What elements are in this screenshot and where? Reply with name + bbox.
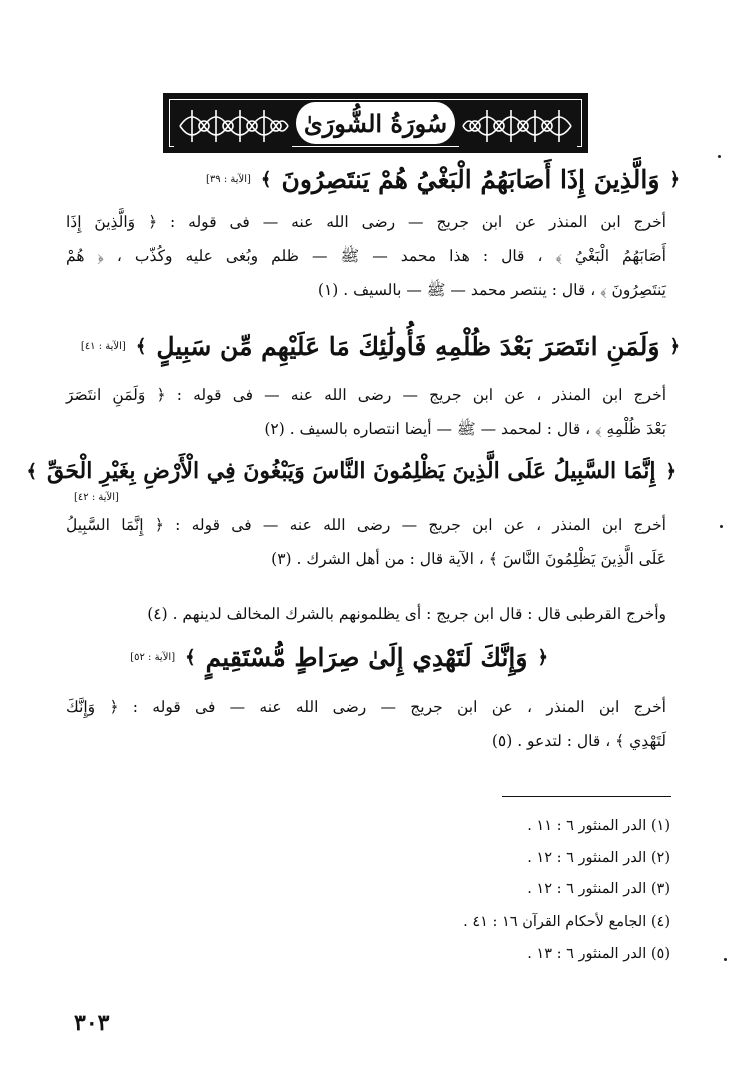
verse-open-bracket: ﴿ [669, 336, 680, 357]
verse-text: وَالَّذِينَ إِذَا أَصَابَهُمُ الْبَغْيُ هُمْ يَنتَصِرُونَ [281, 165, 660, 194]
header-ornament-icon [174, 104, 292, 148]
surah-title: سُورَةُ الشُّورَىٰ [303, 108, 448, 138]
paragraph-line: أخرج ابن المنذر ، عن ابن جريج — رضى الله عنه — فى قوله : ﴿ وَلَمَنِ انتَصَرَ [66, 386, 666, 404]
verse-text: وَإِنَّكَ لَتَهْدِي إِلَىٰ صِرَاطٍ مُّسْتَقِيمٍ [205, 643, 528, 672]
verse-close-bracket: ﴾ [26, 460, 37, 482]
footnote: (٢) الدر المنثور ٦ : ١٢ . [527, 850, 670, 866]
verse-open-bracket: ﴿ [669, 169, 680, 190]
footnote: (٣) الدر المنثور ٦ : ١٢ . [527, 881, 670, 897]
scan-speck [720, 525, 723, 528]
commentary-paragraph [66, 205, 666, 307]
paragraph-line: بَعْدَ ظُلْمِهِ ﴾ ، قال : لمحمد — ﷺ — أيضا انتصاره بالسيف . (٢) [264, 420, 666, 438]
verse-reference: [الآية : ٤٢] [74, 492, 119, 503]
scan-speck [724, 958, 727, 961]
commentary-paragraph [66, 597, 666, 631]
verse-open-bracket: ﴿ [665, 460, 676, 482]
verse-close-bracket: ﴾ [135, 336, 147, 357]
footnote: (٤) الجامع لأحكام القرآن ١٦ : ٤١ . [463, 914, 670, 930]
commentary-paragraph [66, 378, 666, 446]
paragraph-line: أخرج ابن المنذر عن ابن جريج — رضى الله عنه — فى قوله : ﴿ وَالَّذِينَ إِذَا [66, 213, 666, 231]
paragraph-line: وأخرج القرطبى قال : قال ابن جريج : أى يظلمونهم بالشرك المخالف لدينهم . (٤) [147, 605, 666, 623]
scan-speck [718, 155, 721, 158]
verse-heading [26, 458, 676, 484]
commentary-paragraph [66, 508, 666, 576]
page-number: ٣٠٣ [74, 1010, 110, 1036]
verse-heading [150, 165, 680, 194]
paragraph-line: أخرج ابن المنذر ، عن ابن جريج — رضى الله عنه — فى قوله : ﴿ إِنَّمَا السَّبِيلُ [66, 516, 666, 534]
verse-close-bracket: ﴾ [185, 647, 196, 668]
verse-text: إِنَّمَا السَّبِيلُ عَلَى الَّذِينَ يَظْلِمُونَ النَّاسَ وَيَبْغُونَ فِي الْأَرْضِ بِغَيْرِ الْحَقِّ [47, 458, 656, 484]
verse-reference: [الآية : ٥٢] [130, 652, 176, 663]
commentary-paragraph [66, 690, 666, 758]
paragraph-line: أخرج ابن المنذر ، عن ابن جريج — رضى الله عنه — فى قوله : ﴿ وَإِنَّكَ [66, 698, 666, 716]
footnote: (١) الدر المنثور ٦ : ١١ . [527, 818, 670, 834]
header-frame [169, 99, 582, 147]
verse-heading [80, 332, 680, 361]
surah-title-cartouche [296, 102, 455, 144]
paragraph-line: يَنتَصِرُونَ ﴾ ، قال : ينتصر محمد — ﷺ — بالسيف . (١) [317, 281, 666, 299]
surah-header [163, 93, 588, 153]
verse-text: وَلَمَنِ انتَصَرَ بَعْدَ ظُلْمِهِ فَأُولَٰئِكَ مَا عَلَيْهِم مِّن سَبِيلٍ [156, 332, 660, 361]
paragraph-line: أَصَابَهُمُ الْبَغْيُ ﴾ ، قال : هذا محمد — ﷺ — ظلم وبُغى عليه وكُذّب ، ﴿ هُمْ [66, 247, 666, 265]
paragraph-line: لَتَهْدِي ﴾ ، قال : لتدعو . (٥) [491, 732, 666, 750]
verse-reference: [الآية : ٣٩] [206, 174, 251, 185]
header-ornament-icon [459, 104, 577, 148]
verse-open-bracket: ﴿ [537, 647, 548, 668]
footnote-separator [502, 796, 671, 797]
footnote: (٥) الدر المنثور ٦ : ١٣ . [527, 946, 670, 962]
verse-reference: [الآية : ٤١] [80, 341, 126, 352]
verse-heading [130, 643, 548, 672]
paragraph-line: عَلَى الَّذِينَ يَظْلِمُونَ النَّاسَ ﴾ ، الآية قال : من أهل الشرك . (٣) [271, 550, 666, 568]
verse-close-bracket: ﴾ [260, 169, 272, 190]
